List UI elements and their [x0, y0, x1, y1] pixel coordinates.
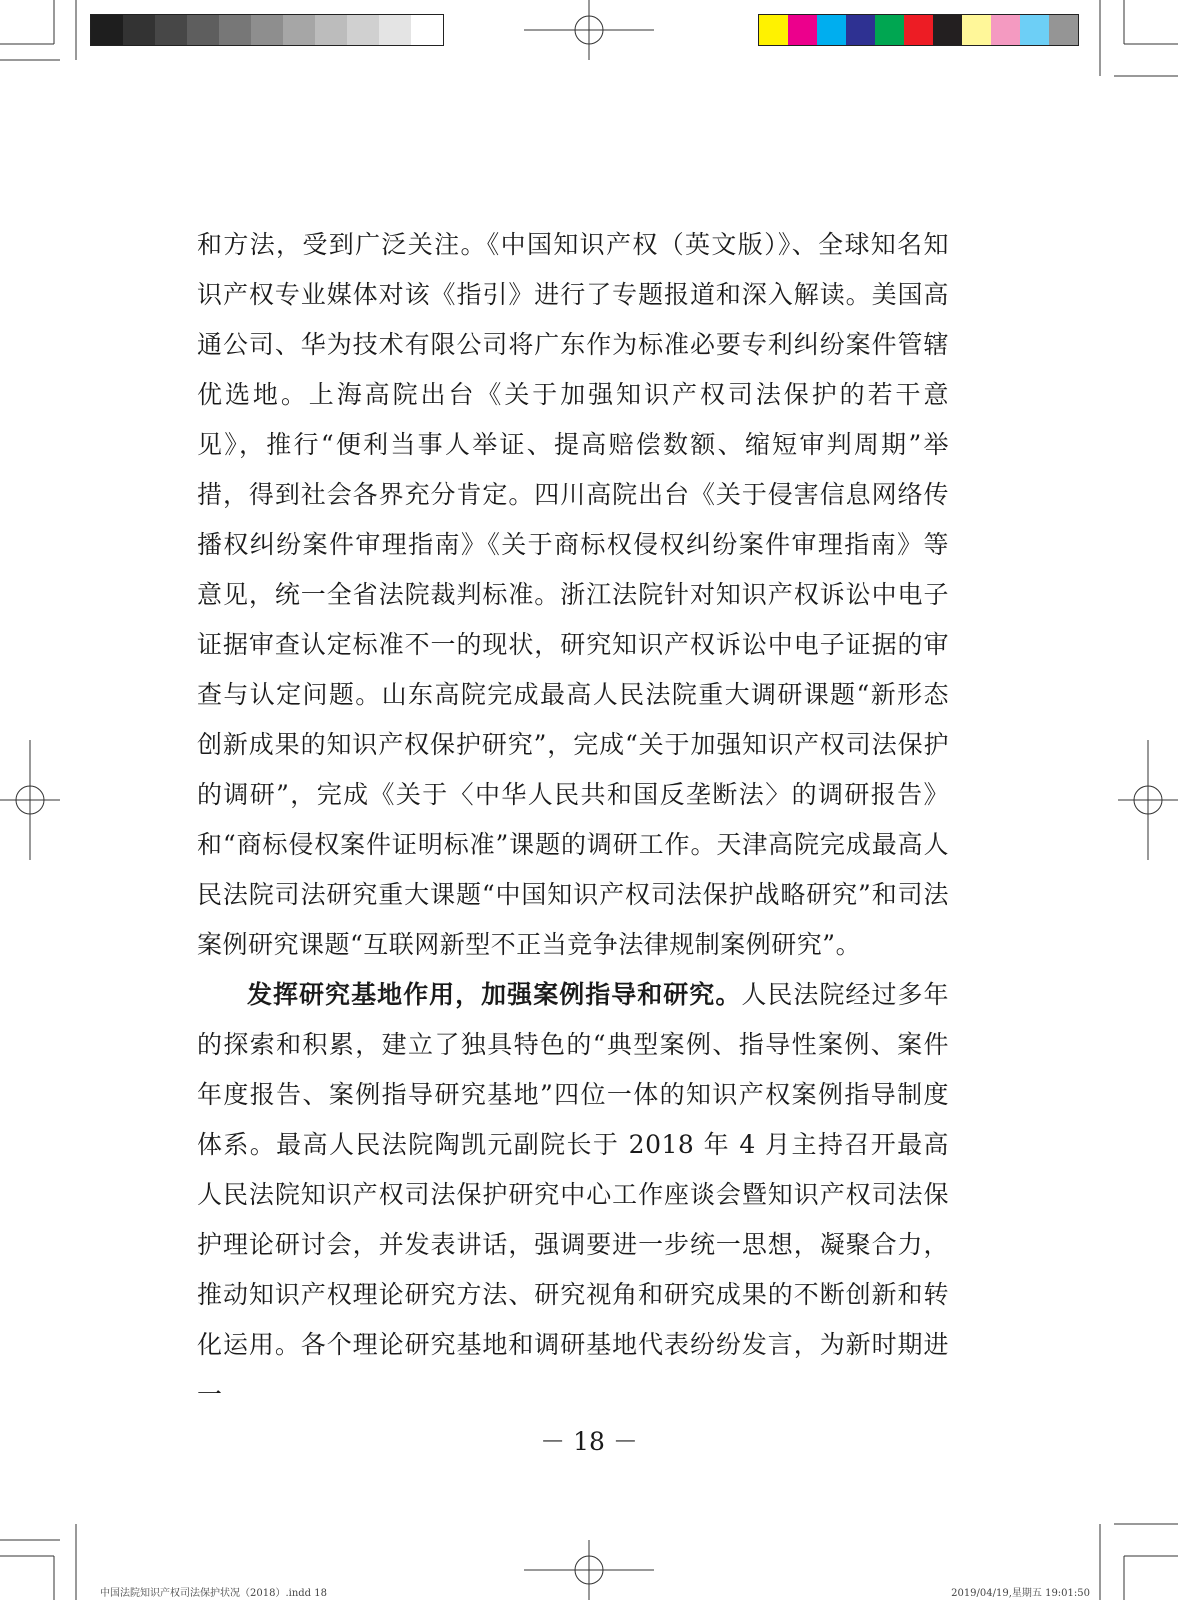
- paragraph-2: [197, 970, 949, 1420]
- color-swatch-8: [962, 15, 991, 45]
- color-swatch-9: [991, 15, 1020, 45]
- gray-swatch-11: [411, 15, 443, 45]
- color-swatch-3: [817, 15, 846, 45]
- color-swatch-1: [759, 15, 788, 45]
- gray-swatch-3: [155, 15, 187, 45]
- gray-swatch-8: [315, 15, 347, 45]
- body-text: [197, 220, 949, 1420]
- color-calibration-bar: [758, 14, 1079, 46]
- paragraph-2-text: 人民法院经过多年的探索和积累，建立了独具特色的“典型案例、指导性案例、案件年度报告、案例指导研究基地”四位一体的知识产权案例指导制度体系。最高人民法院陶凯元副院长于 2018 年 4 月主持召开最高人民法院知识产权司法保护研究中心工作座谈会暨知识产权司法保护理论研讨会，并发表讲话，强调要进一步统一思想，凝聚合力，推动知识产权理论研究方法、研究视角和研究成果的不断创新和转化运用。各个理论研究基地和调研基地代表纷纷发言，为新时期进一: [197, 980, 949, 1409]
- gray-swatch-10: [379, 15, 411, 45]
- color-swatch-11: [1049, 15, 1078, 45]
- gray-swatch-7: [283, 15, 315, 45]
- page-number: － 18 －: [540, 1427, 638, 1456]
- gray-swatch-9: [347, 15, 379, 45]
- footer-file-name: 中国法院知识产权司法保护状况（2018）.indd 18: [100, 1588, 327, 1599]
- color-swatch-4: [846, 15, 875, 45]
- paragraph-1: 和方法，受到广泛关注。《中国知识产权（英文版）》、全球知名知识产权专业媒体对该《指引》进行了专题报道和深入解读。美国高通公司、华为技术有限公司将广东作为标准必要专利纠纷案件管辖优选地。上海高院出台《关于加强知识产权司法保护的若干意见》，推行“便利当事人举证、提高赔偿数额、缩短审判周期”举措，得到社会各界充分肯定。四川高院出台《关于侵害信息网络传播权纠纷案件审理指南》《关于商标权侵权纠纷案件审理指南》等意见，统一全省法院裁判标准。浙江法院针对知识产权诉讼中电子证据审查认定标准不一的现状，研究知识产权诉讼中电子证据的审查与认定问题。山东高院完成最高人民法院重大调研课题“新形态创新成果的知识产权保护研究”，完成“关于加强知识产权司法保护的调研”，完成《关于〈中华人民共和国反垄断法〉的调研报告》和“商标侵权案件证明标准”课题的调研工作。天津高院完成最高人民法院司法研究重大课题“中国知识产权司法保护战略研究”和司法案例研究课题“互联网新型不正当竞争法律规制案例研究”。: [197, 230, 949, 959]
- gray-swatch-5: [219, 15, 251, 45]
- color-swatch-5: [875, 15, 904, 45]
- color-swatch-6: [904, 15, 933, 45]
- gray-swatch-1: [91, 15, 123, 45]
- grayscale-calibration-bar: [90, 14, 444, 46]
- gray-swatch-2: [123, 15, 155, 45]
- gray-swatch-6: [251, 15, 283, 45]
- gray-swatch-4: [187, 15, 219, 45]
- color-swatch-7: [933, 15, 962, 45]
- paragraph-2-heading: 发挥研究基地作用，加强案例指导和研究。: [247, 980, 742, 1009]
- footer-timestamp: 2019/04/19,星期五 19:01:50: [951, 1588, 1090, 1599]
- color-swatch-10: [1020, 15, 1049, 45]
- color-swatch-2: [788, 15, 817, 45]
